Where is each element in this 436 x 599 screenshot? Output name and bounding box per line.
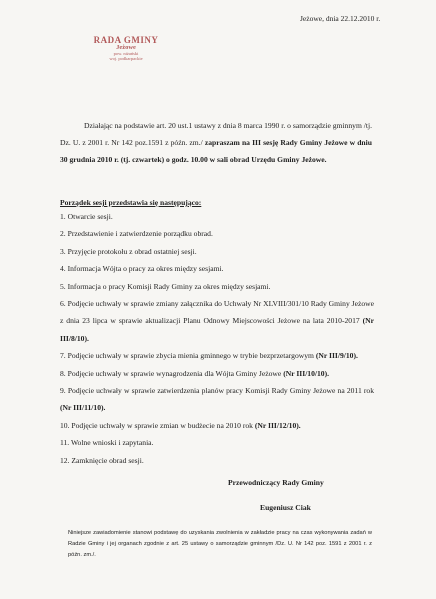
agenda-item [60, 347, 374, 364]
signature-name: Eugeniusz Ciak [260, 503, 311, 512]
agenda-item-text: 8. Podjęcie uchwały w sprawie wynagrodzenia dla Wójta Gminy Jeżowe [60, 368, 284, 378]
agenda-item [60, 260, 374, 277]
stamp-line-2: Jeżowe [116, 44, 136, 52]
agenda-item [60, 278, 374, 295]
stamp-line-1: RADA GMINY [93, 35, 159, 45]
agenda-item [60, 434, 374, 451]
agenda-item-number: (Nr III/12/10). [254, 420, 301, 430]
signature-title: Przewodniczący Rady Gminy [228, 478, 324, 487]
agenda-item [60, 452, 374, 469]
footnote: Niniejsze zawiadomienie stanowi podstawę do uzyskania zwolnienia w zakładzie pracy na czas wykonywania zadań w Radzie Gminy i jej organach zgodnie z art. 25 ustawy o samorządzie gminnym /Dz. U. Nr 142 poz. 1591 z 2001 r. z późn. zm./. [68, 530, 372, 558]
agenda-item [60, 295, 374, 347]
invitation-text: Działając na podstawie art. 20 ust.1 ustawy z dnia 8 marca 1990 r. o samorządzie gminnym /tj. Dz. U. z 2001 r. Nr 142 poz.1591 z późn. zm./ [60, 121, 372, 147]
agenda-list [60, 208, 374, 469]
stamp-line-3: pow. niżański [113, 51, 139, 57]
agenda-item [60, 417, 374, 434]
invitation-paragraph [60, 117, 372, 168]
agenda-item-text: 7. Podjęcie uchwały w sprawie zbycia mienia gminnego w trybie bezprzetargowym [60, 351, 316, 361]
agenda-item-text: 9. Podjęcie uchwały w sprawie zatwierdzenia planów pracy Komisji Rady Gminy Jeżowe na 2011 rok [60, 386, 374, 396]
place-date: Jeżowe, dnia 22.12.2010 r. [300, 14, 381, 23]
agenda-item [60, 365, 374, 382]
agenda-item-text: 5. Informacja o pracy Komisji Rady Gminy za okres między sesjami. [60, 281, 271, 291]
agenda-item-text: 3. Przyjęcie protokołu z obrad ostatniej sesji. [60, 246, 197, 256]
agenda-item-number: (Nr III/8/10). [60, 316, 374, 343]
agenda-item-text: 10. Podjęcie uchwały w sprawie zmian w budżecie na 2010 rok [60, 420, 255, 430]
agenda-item-text: 11. Wolne wnioski i zapytania. [60, 438, 154, 448]
agenda-item [60, 243, 374, 260]
agenda-item [60, 208, 374, 225]
invitation-bold-text: zapraszam na III sesję Rady Gminy Jeżowe w dniu 30 grudnia 2010 r. (tj. czwartek) o godz. 10.00 w sali obrad Urzędu Gminy Jeżowe. [60, 138, 372, 164]
agenda-item [60, 382, 374, 417]
agenda-item-text: 2. Przedstawienie i zatwierdzenie porządku obrad. [60, 229, 213, 239]
agenda-item-text: 4. Informacja Wójta o pracy za okres między sesjami. [60, 264, 224, 274]
agenda-item-text: 12. Zamknięcie obrad sesji. [60, 455, 144, 465]
agenda-item-number: (Nr III/9/10). [315, 351, 358, 361]
agenda-item-number: (Nr III/11/10). [60, 403, 106, 413]
agenda-item [60, 225, 374, 242]
agenda-item-text: 1. Otwarcie sesji. [60, 212, 113, 221]
agenda-item-text: 6. Podjęcie uchwały w sprawie zmiany załącznika do Uchwały Nr XLVIII/301/10 Rady Gminy Jeżowe z dnia 23 lipca w sprawie aktualizacji Planu Odnowy Miejscowości Jeżowe na lata 2010-2017 [60, 299, 374, 326]
agenda-header: Porządek sesji przedstawia się następująco: [60, 198, 202, 207]
agenda-item-number: (Nr III/10/10). [283, 368, 330, 378]
council-stamp [76, 36, 176, 62]
stamp-line-4: woj. podkarpackie [109, 55, 143, 61]
